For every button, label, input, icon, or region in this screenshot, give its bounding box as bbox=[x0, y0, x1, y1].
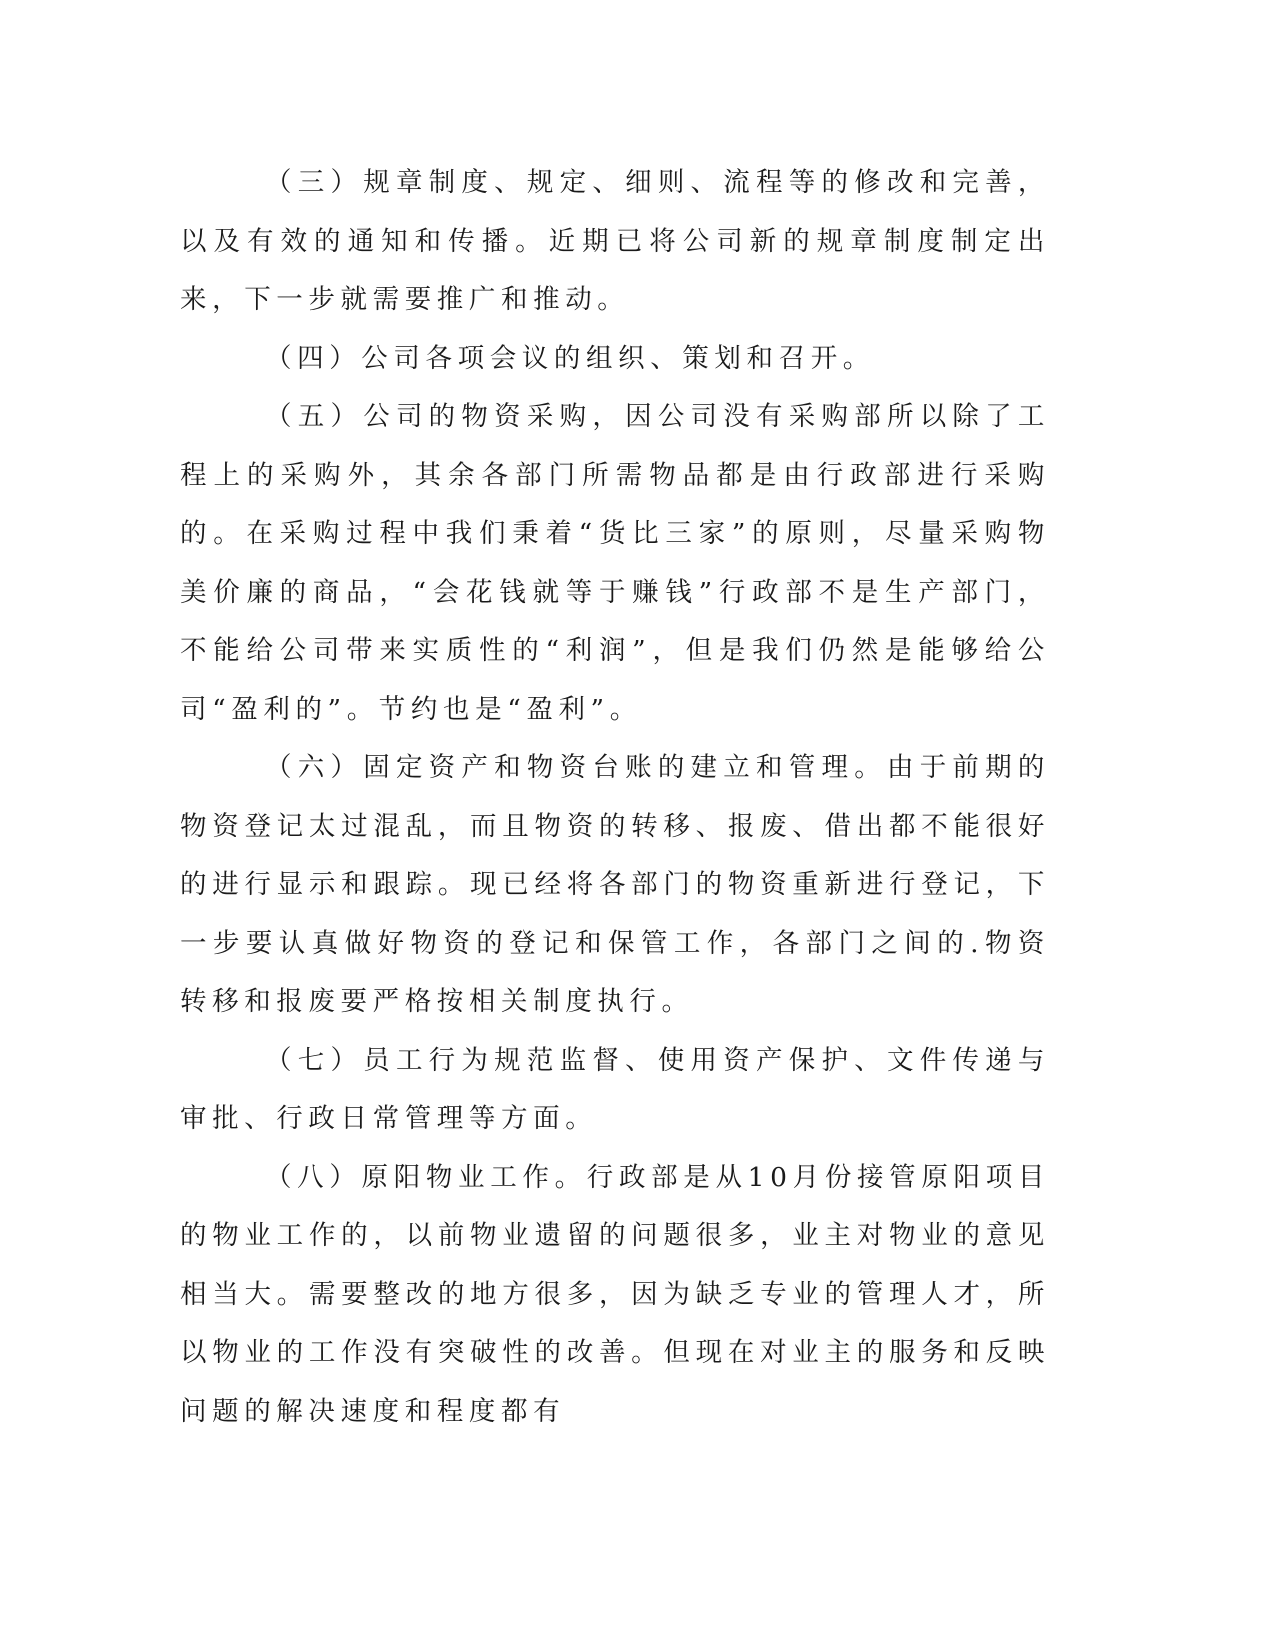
paragraph-fixed-assets: （六）固定资产和物资台账的建立和管理。由于前期的物资登记太过混乱，而且物资的转移、报废、借出都不能很好的进行显示和跟踪。现已经将各部门的物资重新进行登记，下一步要认真做好物资的登记和保管工作，各部门之间的.物资转移和报废要严格按相关制度执行。 bbox=[180, 752, 1050, 1017]
paragraph-meetings: （四）公司各项会议的组织、策划和召开。 bbox=[265, 342, 875, 374]
paragraph-procurement: （五）公司的物资采购，因公司没有采购部所以除了工程上的采购外，其余各部门所需物品都是由行政部进行采购的。在采购过程中我们秉着“货比三家”的原则，尽量采购物美价廉的商品，“会花钱就等于赚钱”行政部不是生产部门，不能给公司带来实质性的“利润”，但是我们仍然是能够给公司“盈利的”。节约也是“盈利”。 bbox=[180, 401, 1050, 725]
paragraph-regulations: （三）规章制度、规定、细则、流程等的修改和完善，以及有效的通知和传播。近期已将公司新的规章制度制定出来，下一步就需要推广和推动。 bbox=[180, 167, 1050, 315]
document-body bbox=[180, 154, 1050, 1441]
paragraph-property-management: （八）原阳物业工作。行政部是从10月份接管原阳项目的物业工作的，以前物业遗留的问题很多，业主对物业的意见相当大。需要整改的地方很多，因为缺乏专业的管理人才，所以物业的工作没有突破性的改善。但现在对业主的服务和反映问题的解决速度和程度都有 bbox=[180, 1161, 1050, 1427]
paragraph-employee-conduct: （七）员工行为规范监督、使用资产保护、文件传递与审批、行政日常管理等方面。 bbox=[180, 1044, 1050, 1134]
